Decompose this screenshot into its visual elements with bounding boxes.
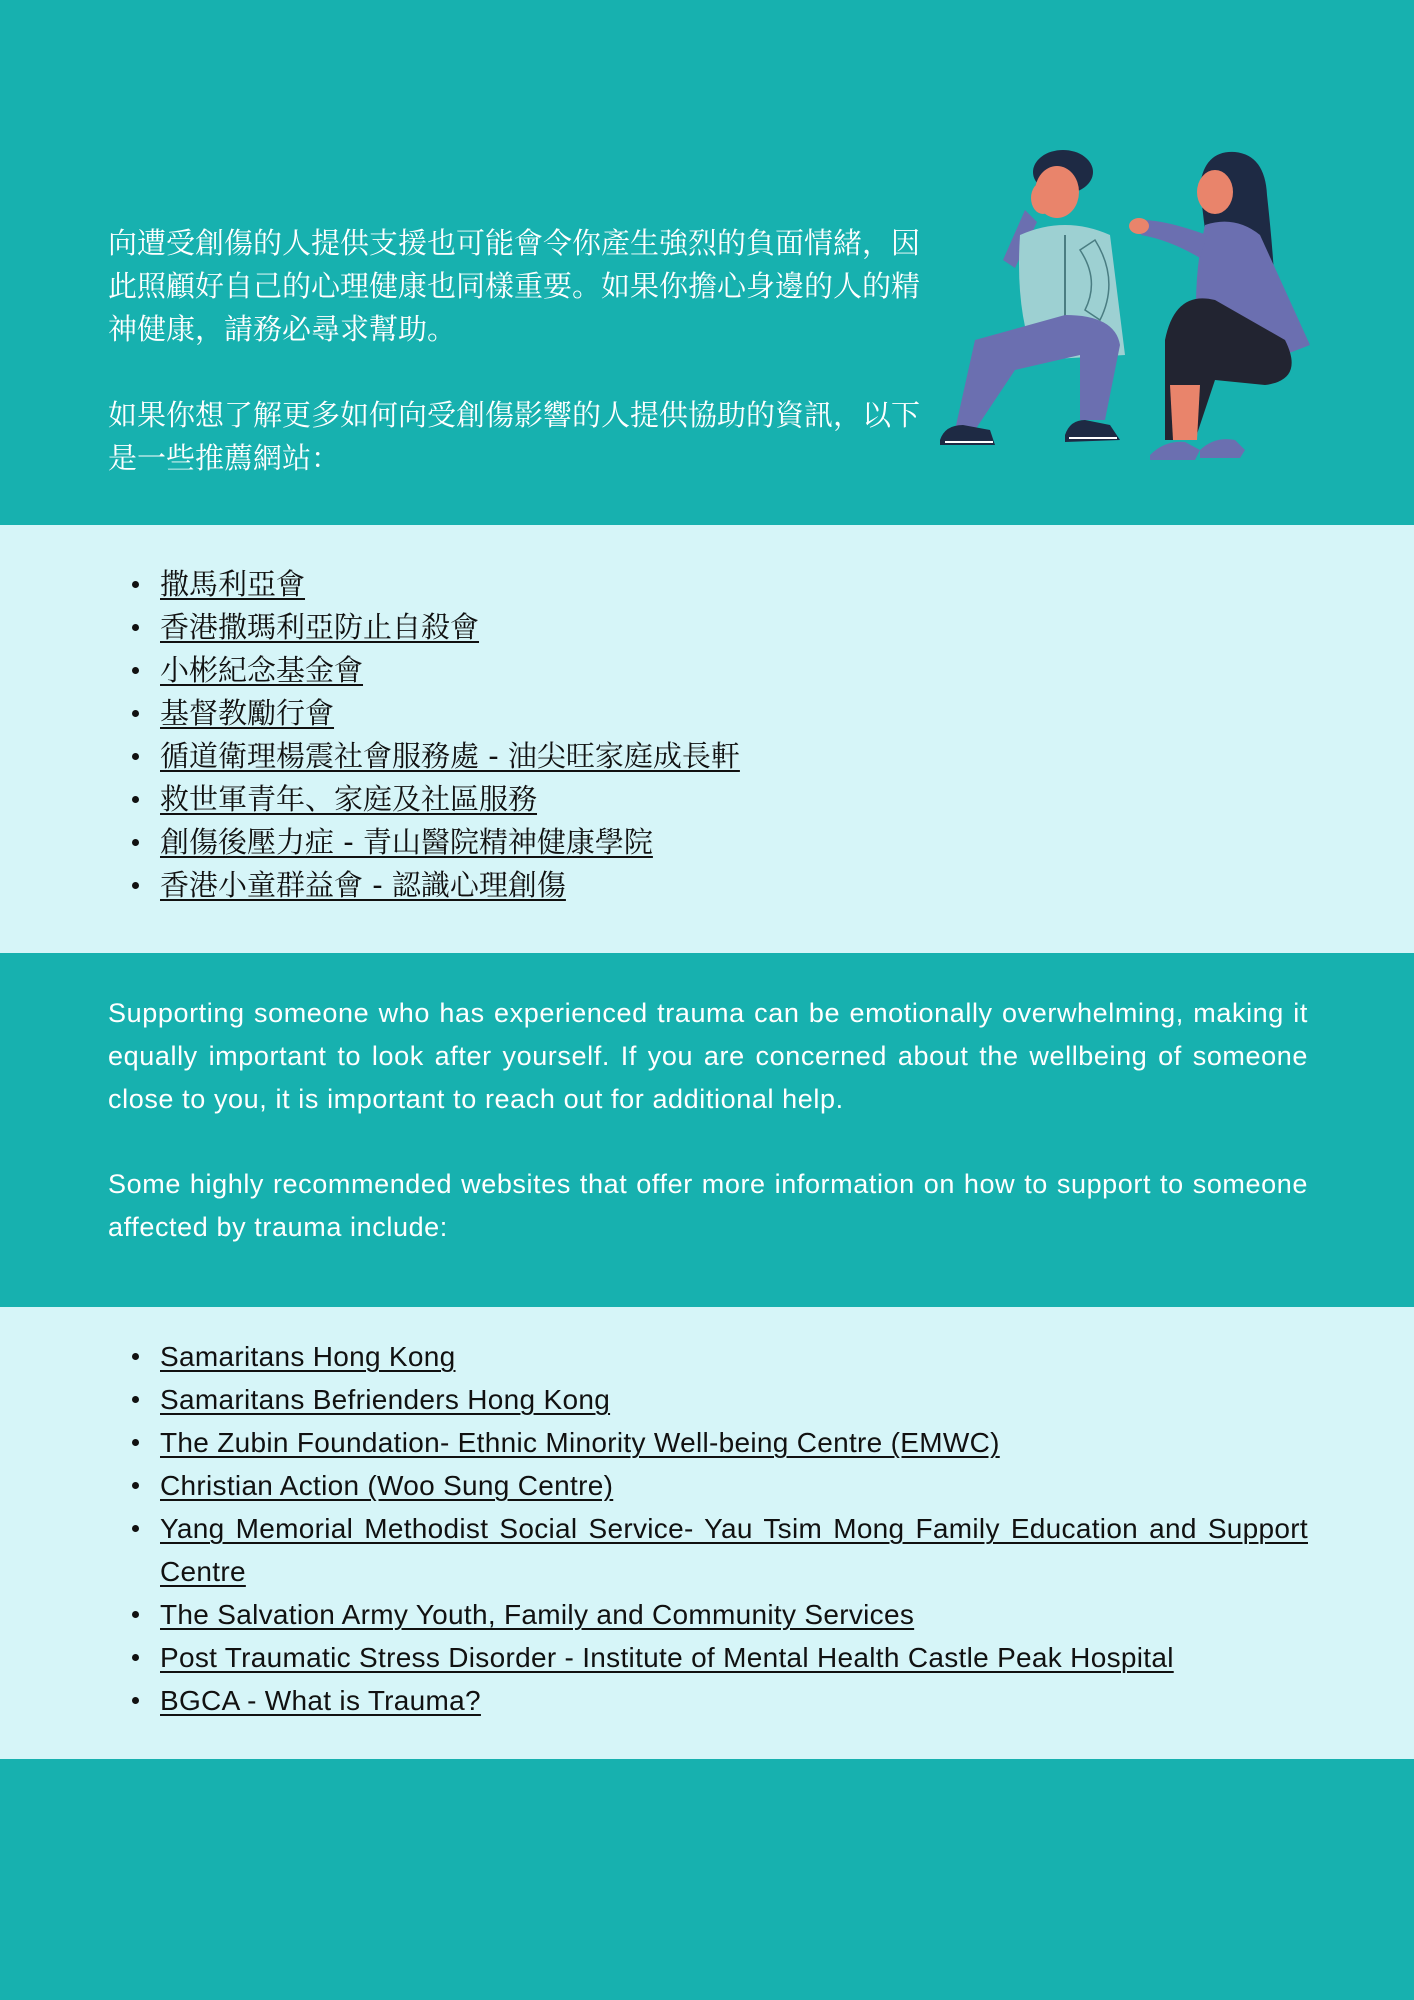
link-christian-action-zh[interactable]: 基督教勵行會 [160, 696, 335, 730]
woman-figure [1129, 152, 1310, 460]
supporting-people-illustration [915, 140, 1325, 470]
list-item [108, 1378, 1308, 1421]
link-samaritans-en[interactable]: Samaritans Hong Kong [160, 1341, 456, 1372]
link-samaritans-befrienders-zh[interactable]: 香港撒瑪利亞防止自殺會 [160, 610, 480, 644]
link-bgca-zh[interactable]: 香港小童群益會 - 認識心理創傷 [160, 868, 566, 902]
zh-website-list [108, 563, 1308, 907]
en-website-list [108, 1335, 1308, 1722]
link-ptsd-castle-peak-zh[interactable]: 創傷後壓力症 - 青山醫院精神健康學院 [160, 825, 653, 859]
list-item [108, 1464, 1308, 1507]
list-item [108, 1593, 1308, 1636]
link-samaritans-zh[interactable]: 撒馬利亞會 [160, 567, 306, 601]
list-item [108, 1636, 1308, 1679]
list-item [108, 778, 1308, 821]
list-item [108, 1421, 1308, 1464]
list-item [108, 606, 1308, 649]
list-item [108, 649, 1308, 692]
bottom-section [0, 1759, 1414, 2000]
list-item [108, 1679, 1308, 1722]
list-item [108, 1507, 1308, 1593]
list-item [108, 864, 1308, 907]
link-zubin-zh[interactable]: 小彬紀念基金會 [160, 653, 364, 687]
link-zubin-en[interactable]: The Zubin Foundation- Ethnic Minority Well-being Centre (EMWC) [160, 1427, 1000, 1458]
link-yang-memorial-zh[interactable]: 循道衛理楊震社會服務處 - 油尖旺家庭成長軒 [160, 739, 740, 773]
list-item [108, 735, 1308, 778]
link-salvation-army-zh[interactable]: 救世軍青年、家庭及社區服務 [160, 782, 538, 816]
link-samaritans-befrienders-en[interactable]: Samaritans Befrienders Hong Kong [160, 1384, 611, 1415]
link-christian-action-en[interactable]: Christian Action (Woo Sung Centre) [160, 1470, 614, 1501]
list-item [108, 563, 1308, 606]
list-item [108, 1335, 1308, 1378]
man-figure [940, 150, 1125, 445]
link-ptsd-castle-peak-en[interactable]: Post Traumatic Stress Disorder - Institute of Mental Health Castle Peak Hospital [160, 1642, 1174, 1673]
list-item [108, 692, 1308, 735]
link-bgca-en[interactable]: BGCA - What is Trauma? [160, 1685, 481, 1716]
link-yang-memorial-en[interactable]: Yang Memorial Methodist Social Service- Yau Tsim Mong Family Education and Support Centre [160, 1513, 1308, 1587]
zh-paragraph-support: 向遭受創傷的人提供支援也可能會令你產生強烈的負面情緒，因此照顧好自己的心理健康也同樣重要。如果你擔心身邊的人的精神健康，請務必尋求幫助。 [108, 226, 921, 346]
link-salvation-army-en[interactable]: The Salvation Army Youth, Family and Community Services [160, 1599, 915, 1630]
list-item [108, 821, 1308, 864]
en-paragraph-websites: Some highly recommended websites that offer more information on how to support to someone affected by trauma include: [108, 1169, 1308, 1242]
en-paragraph-support: Supporting someone who has experienced trauma can be emotionally overwhelming, making it equally important to look after yourself. If you are concerned about the wellbeing of someone close to you, it is important to reach out for additional help. [108, 998, 1308, 1114]
zh-paragraph-websites: 如果你想了解更多如何向受創傷影響的人提供協助的資訊，以下是一些推薦網站： [108, 398, 921, 475]
